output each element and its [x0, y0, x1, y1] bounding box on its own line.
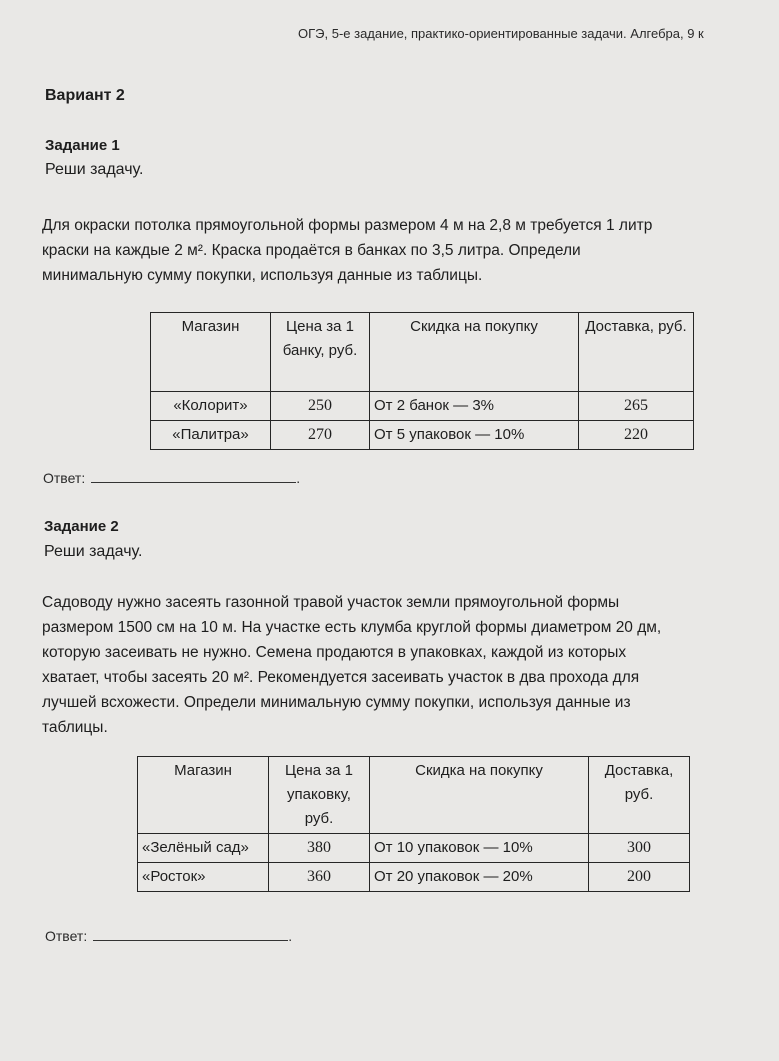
table-cell: 300 — [589, 834, 690, 863]
task1-line: минимальную сумму покупки, используя данные из таблицы. — [42, 267, 483, 284]
task2-line: хватает, чтобы засеять 20 м². Рекомендуется засеивать участок в два прохода для — [42, 669, 640, 686]
table-header-row — [138, 757, 690, 834]
task2-line: размером 1500 см на 10 м. На участке есть клумба круглой формы диаметром 20 дм, — [42, 619, 662, 636]
header-cell: Скидка на покупку — [370, 313, 579, 392]
header-cell: Скидка на покупку — [370, 757, 589, 834]
task2-subtitle: Реши задачу. — [44, 543, 143, 560]
variant-title: Вариант 2 — [45, 87, 125, 104]
table-row — [138, 834, 690, 863]
table-cell: От 5 упаковок — 10% — [370, 421, 579, 450]
table-header-row — [151, 313, 694, 392]
task2-answer: Ответ: . — [45, 928, 293, 944]
task2-price-table — [137, 756, 690, 892]
task2-line: лучшей всхожести. Определи минимальную сумму покупки, используя данные из — [42, 694, 631, 711]
task1-text — [42, 213, 777, 288]
table-cell: «Зелёный сад» — [138, 834, 269, 863]
table-cell: 360 — [269, 863, 370, 892]
task2-line: таблицы. — [42, 719, 108, 736]
task1-subtitle: Реши задачу. — [45, 161, 144, 178]
task2-line: которую засеивать не нужно. Семена продаются в упаковках, каждой из которых — [42, 644, 627, 661]
page-header: ОГЭ, 5-е задание, практико-ориентированные задачи. Алгебра, 9 к — [298, 26, 704, 41]
header-cell: Магазин — [151, 313, 271, 392]
table-row — [138, 863, 690, 892]
table-cell: «Колорит» — [151, 392, 271, 421]
table-cell: От 2 банок — 3% — [370, 392, 579, 421]
table-cell: 220 — [579, 421, 694, 450]
table-cell: 270 — [271, 421, 370, 450]
answer-label: Ответ: — [43, 470, 86, 486]
header-cell: Цена за 1 банку, руб. — [271, 313, 370, 392]
task2-text — [42, 590, 777, 740]
task1-price-table — [150, 312, 694, 450]
table-cell: 380 — [269, 834, 370, 863]
table-cell: 250 — [271, 392, 370, 421]
answer-line — [93, 928, 288, 941]
table-cell: «Палитра» — [151, 421, 271, 450]
table-cell: 265 — [579, 392, 694, 421]
answer-line — [91, 470, 296, 483]
table-cell: От 10 упаковок — 10% — [370, 834, 589, 863]
task1-title: Задание 1 — [45, 137, 120, 154]
table-row — [151, 421, 694, 450]
table-row — [151, 392, 694, 421]
table-cell: 200 — [589, 863, 690, 892]
answer-label: Ответ: — [45, 928, 88, 944]
task1-line: краски на каждые 2 м². Краска продаётся в банках по 3,5 литра. Определи — [42, 242, 581, 259]
task2-line: Садоводу нужно засеять газонной травой участок земли прямоугольной формы — [42, 594, 620, 611]
task1-line: Для окраски потолка прямоугольной формы размером 4 м на 2,8 м требуется 1 литр — [42, 217, 653, 234]
task1-answer: Ответ: . — [43, 470, 301, 486]
header-cell: Доставка, руб. — [579, 313, 694, 392]
header-cell: Доставка, руб. — [589, 757, 690, 834]
header-cell: Цена за 1 упаковку, руб. — [269, 757, 370, 834]
header-cell: Магазин — [138, 757, 269, 834]
table-cell: От 20 упаковок — 20% — [370, 863, 589, 892]
task2-title: Задание 2 — [44, 518, 119, 535]
table-cell: «Росток» — [138, 863, 269, 892]
